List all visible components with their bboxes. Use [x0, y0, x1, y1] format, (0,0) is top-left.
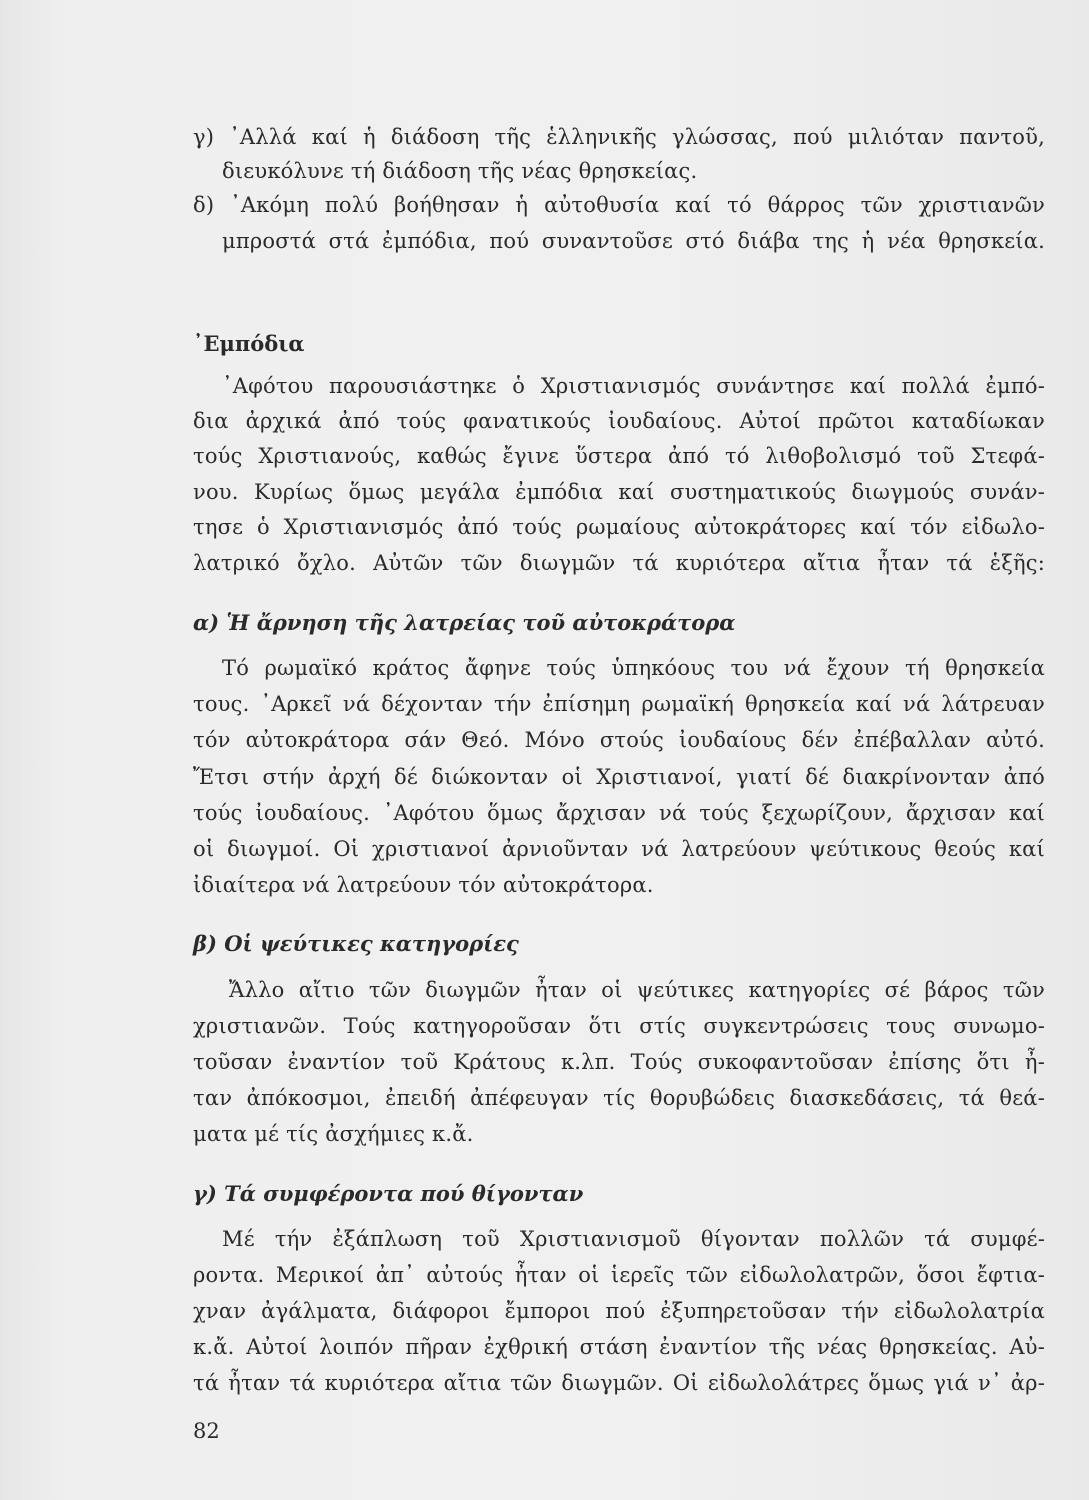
subsection-alpha-line: τόν αὐτοκράτορα σάν Θεό. Μόνο στούς ἰουδαίους δέν ἐπέβαλλαν αὐτό. — [193, 728, 1045, 752]
subsection-gamma-line: Μέ τήν ἐξάπλωση τοῦ Χριστιανισμοῦ θίγονταν πολλῶν τά συμφέ- — [222, 1227, 1045, 1251]
section-paragraph-line: νου. Κυρίως ὅμως μεγάλα ἐμπόδια καί συστηματικούς διωγμούς συνάν- — [193, 480, 1045, 504]
subsection-alpha-line: Ἔτσι στήν ἀρχή δέ διώκονταν οἱ Χριστιανοί, γιατί δέ διακρίνονταν ἀπό — [193, 765, 1045, 789]
subsection-gamma-line: τά ἦταν τά κυριότερα αἴτια τῶν διωγμῶν. Οἱ εἰδωλολάτρες ὅμως γιά ν᾿ ἀρ- — [193, 1371, 1045, 1395]
subsection-gamma-line: χναν ἀγάλματα, διάφοροι ἔμποροι πού ἐξυπηρετοῦσαν τήν εἰδωλολατρία — [193, 1299, 1045, 1323]
subsection-beta-line: τοῦσαν ἐναντίον τοῦ Κράτους κ.λπ. Τούς συκοφαντοῦσαν ἐπίσης ὅτι ἦ- — [193, 1050, 1045, 1074]
subsection-alpha-line: Τό ρωμαϊκό κράτος ἄφηνε τούς ὑπηκόους του νά ἔχουν τή θρησκεία — [222, 656, 1045, 680]
subsection-beta-line: ταν ἀπόκοσμοι, ἐπειδή ἀπέφευγαν τίς θορυβώδεις διασκεδάσεις, τά θεά- — [193, 1086, 1045, 1110]
subsection-title-gamma: γ) Τά συμφέροντα πού θίγονταν — [193, 1181, 584, 1206]
section-title: ᾿Εμπόδια — [193, 331, 305, 356]
subsection-gamma-line: ροντα. Μερικοί ἀπ᾿ αὐτούς ἦταν οἱ ἱερεῖς τῶν εἰδωλολατρῶν, ὅσοι ἔφτια- — [193, 1263, 1045, 1287]
subsection-beta-line: ματα μέ τίς ἀσχήμιες κ.ἄ. — [193, 1122, 474, 1146]
section-paragraph-line: ᾿Αφότου παρουσιάστηκε ὁ Χριστιανισμός συνάντησε καί πολλά ἐμπό- — [222, 374, 1045, 398]
page-number: 82 — [193, 1419, 220, 1443]
subsection-gamma-line: κ.ἄ. Αὐτοί λοιπόν πῆραν ἐχθρική στάση ἐναντίον τῆς νέας θρησκείας. Αὐ- — [193, 1335, 1045, 1359]
subsection-beta-line: χριστιανῶν. Τούς κατηγοροῦσαν ὅτι στίς συγκεντρώσεις τους συνωμο- — [193, 1014, 1045, 1038]
subsection-alpha-line: τούς ἰουδαίους. ᾿Αφότου ὅμως ἄρχισαν νά τούς ξεχωρίζουν, ἄρχισαν καί — [193, 801, 1045, 825]
section-paragraph-line: δια ἀρχικά ἀπό τούς φανατικούς ἰουδαίους. Αὐτοί πρῶτοι καταδίωκαν — [193, 409, 1045, 433]
intro-item-gamma-line-1: γ) ᾿Αλλά καί ἡ διάδοση τῆς ἑλληνικῆς γλώσσας, πού μιλιόταν παντοῦ, — [193, 125, 1045, 149]
subsection-title-alpha: α) Ἡ ἄρνηση τῆς λατρείας τοῦ αὐτοκράτορα — [193, 610, 736, 635]
intro-item-delta-line-2: μπροστά στά ἐμπόδια, πού συναντοῦσε στό διάβα της ἡ νέα θρησκεία. — [222, 229, 1045, 253]
section-paragraph-line: λατρικό ὄχλο. Αὐτῶν τῶν διωγμῶν τά κυριότερα αἴτια ἦταν τά ἑξῆς: — [193, 551, 1045, 575]
subsection-beta-line: Ἄλλο αἴτιο τῶν διωγμῶν ἦταν οἱ ψεύτικες κατηγορίες σέ βάρος τῶν — [229, 978, 1045, 1002]
section-paragraph-line: τησε ὁ Χριστιανισμός ἀπό τούς ρωμαίους αὐτοκράτορες καί τόν εἰδωλο- — [193, 515, 1045, 539]
subsection-alpha-line: τους. ᾿Αρκεῖ νά δέχονταν τήν ἐπίσημη ρωμαϊκή θρησκεία καί νά λάτρευαν — [193, 692, 1045, 716]
subsection-alpha-line: οἱ διωγμοί. Οἱ χριστιανοί ἀρνιοῦνταν νά λατρεύουν ψεύτικους θεούς καί — [193, 837, 1045, 861]
intro-item-delta-line-1: δ) ᾿Ακόμη πολύ βοήθησαν ἡ αὐτοθυσία καί τό θάρρος τῶν χριστιανῶν — [193, 193, 1045, 217]
intro-item-gamma-line-2: διευκόλυνε τή διάδοση τῆς νέας θρησκείας. — [222, 159, 698, 183]
section-paragraph-line: τούς Χριστιανούς, καθώς ἔγινε ὕστερα ἀπό τό λιθοβολισμό τοῦ Στεφά- — [193, 444, 1045, 468]
subsection-title-beta: β) Οἱ ψεύτικες κατηγορίες — [193, 931, 519, 956]
subsection-alpha-line: ἰδιαίτερα νά λατρεύουν τόν αὐτοκράτορα. — [193, 873, 654, 897]
